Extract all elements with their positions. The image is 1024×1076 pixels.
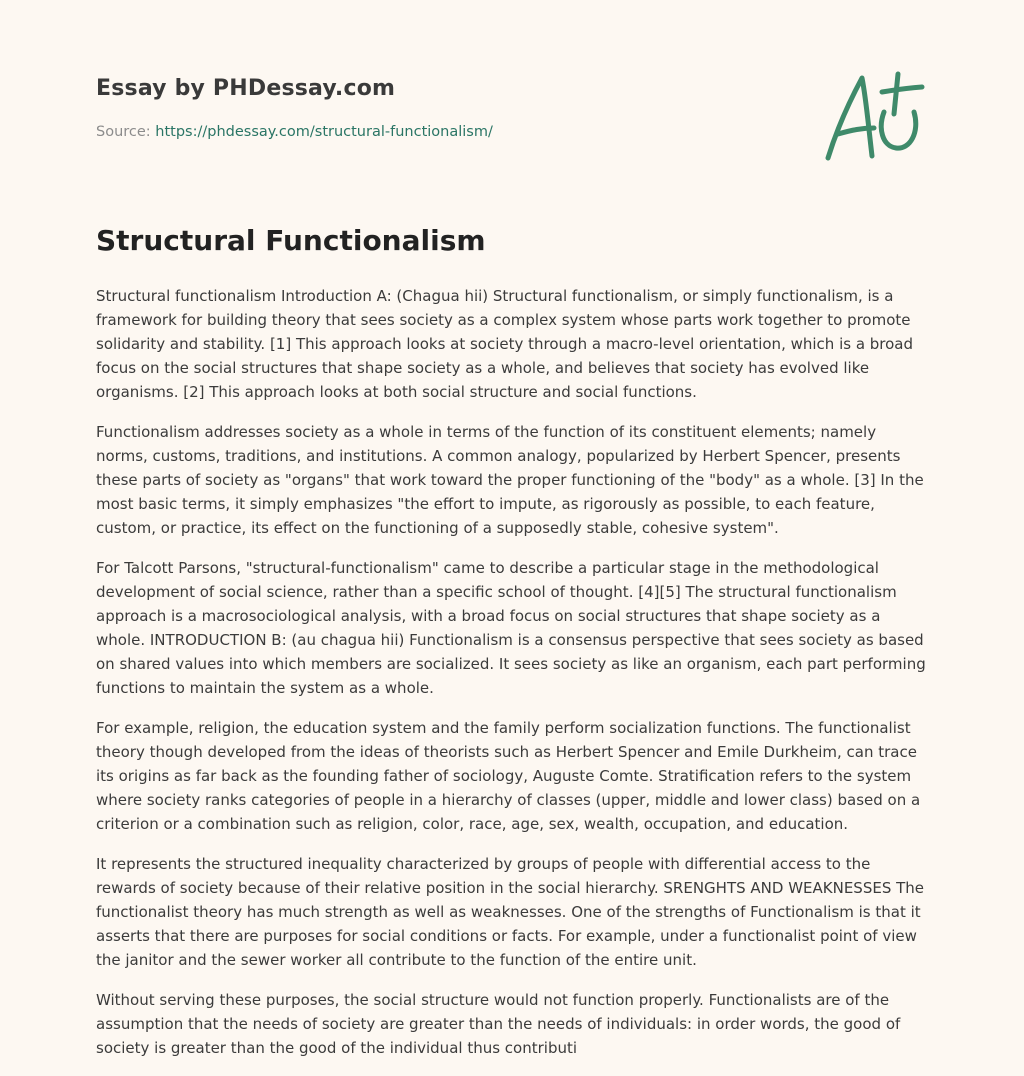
plus-vertical-stroke (894, 74, 898, 114)
paragraph-5: It represents the structured inequality characterized by groups of people with differential access to the rewards of society because of their relative position in the social hierarchy. SRENGHTS AND WEAKNESSES The functionalist theory has much strength as well as weaknesses. One of the strengths of Functionalism is that it asserts that there are purposes for social conditions or facts. For example, under a functionalist point of view the janitor and the sewer worker all contribute to the function of the entire unit. (96, 855, 925, 969)
paragraph-6: Without serving these purposes, the social structure would not function properly. Functionalists are of the assumption that the needs of society are greater than the needs of individuals: in order words, the good of society is greater than the good of the individual thus contributi (96, 991, 901, 1057)
paragraph-3: For Talcott Parsons, "structural-functionalism" came to describe a particular stage in the methodological development of social science, rather than a specific school of thought. [4][5] The structural functionalism approach is a macrosociological analysis, with a broad focus on social structures that shape society as a whole. INTRODUCTION B: (au chagua hii) Functionalism is a consensus perspective that sees society as based on shared values into which members are socialized. It sees society as like an organism, each part performing functions to maintain the system as a whole. (96, 559, 926, 697)
paragraph-2: Functionalism addresses society as a whole in terms of the function of its constituent elements; namely norms, customs, traditions, and institutions. A common analogy, popularized by Herbert Spencer, presents these parts of society as "organs" that work toward the proper functioning of the "body" as a whole. [3] In the most basic terms, it simply emphasizes "the effort to impute, as rigorously as possible, to each feature, custom, or practice, its effect on the functioning of a supposedly stable, cohesive system". (96, 423, 924, 537)
a-plus-grade-icon (818, 68, 930, 164)
circle-stroke (881, 112, 915, 148)
letter-a-stroke (828, 78, 872, 158)
source-line (96, 124, 493, 140)
site-brand: Essay by PHDessay.com (96, 76, 396, 101)
source-label: Source: (96, 124, 156, 140)
source-link[interactable]: https://phdessay.com/structural-functionalism/ (155, 124, 493, 140)
essay-body (96, 284, 932, 1076)
essay-title: Structural Functionalism (96, 224, 486, 257)
plus-horizontal-stroke (882, 87, 922, 92)
paragraph-1: Structural functionalism Introduction A: (Chagua hii) Structural functionalism, or simply functionalism, is a framework for building theory that sees society as a complex system whose parts work together to promote solidarity and stability. [1] This approach looks at society through a macro-level orientation, which is a broad focus on the social structures that shape society as a whole, and believes that society has evolved like organisms. [2] This approach looks at both social structure and social functions. (96, 287, 914, 401)
paragraph-4: For example, religion, the education system and the family perform socialization functions. The functionalist theory though developed from the ideas of theorists such as Herbert Spencer and Emile Durkheim, can trace its origins as far back as the founding father of sociology, Auguste Comte. Stratification refers to the system where society ranks categories of people in a hierarchy of classes (upper, middle and lower class) based on a criterion or a combination such as religion, color, race, age, sex, wealth, occupation, and education. (96, 719, 921, 833)
